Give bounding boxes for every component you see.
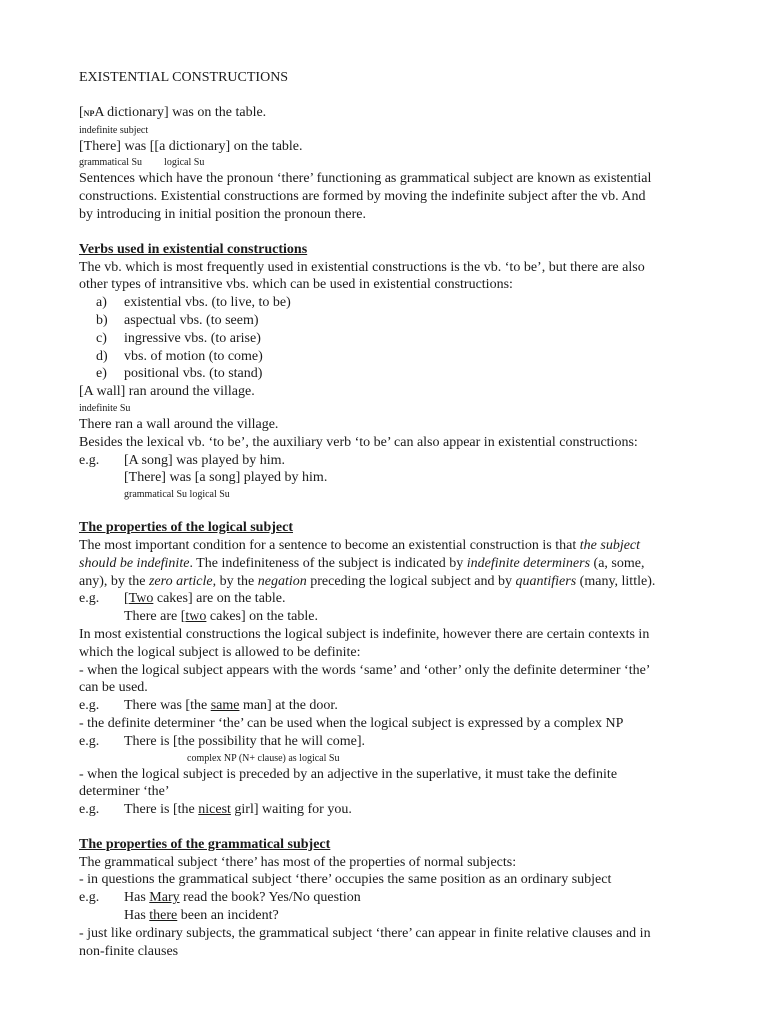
example-nicest-girl: e.g. There is [the nicest girl] waiting for you. bbox=[79, 802, 352, 818]
section-heading-grammatical-subject: The properties of the grammatical subject bbox=[79, 836, 331, 852]
list-item: e) positional vbs. (to stand) bbox=[96, 366, 263, 382]
paragraph-line: - when the logical subject is preceded by an adjective in the superlative, it must take the definite bbox=[79, 766, 618, 782]
intro-line-1: Sentences which have the pronoun ‘there’ functioning as grammatical subject are known as existential bbox=[79, 171, 652, 187]
example-possibility: e.g. There is [the possibility that he will come]. bbox=[79, 733, 366, 749]
paragraph-line: - when the logical subject appears with the words ‘same’ and ‘other’ only the definite determiner ‘the’ bbox=[79, 662, 651, 678]
example-there-two-cakes: There are [two cakes] on the table. bbox=[124, 609, 318, 625]
example-annotation: complex NP (N+ clause) as logical Su bbox=[187, 752, 340, 764]
document-body bbox=[79, 69, 701, 960]
example-wall: [A wall] ran around the village. bbox=[79, 384, 255, 400]
np-subscript: NP bbox=[83, 108, 95, 118]
example-there-dictionary: [There] was [[a dictionary] on the table. bbox=[79, 138, 303, 154]
example-same-man: e.g. There was [the same man] at the door. bbox=[79, 698, 338, 714]
section-heading-logical-subject: The properties of the logical subject bbox=[79, 520, 293, 536]
paragraph-line: determiner ‘the’ bbox=[79, 784, 170, 800]
list-item: a) existential vbs. (to live, to be) bbox=[96, 295, 291, 311]
example-annotation: grammatical Su logical Su bbox=[124, 489, 230, 501]
example-two-cakes: e.g. [Two cakes] are on the table. bbox=[79, 591, 286, 607]
paragraph-line: any), by the zero article, by the negation preceding the logical subject and by quantifiers (many, little). bbox=[79, 573, 656, 589]
paragraph-line: In most existential constructions the logical subject is indefinite, however there are certain contexts in bbox=[79, 626, 650, 642]
list-item: c) ingressive vbs. (to arise) bbox=[96, 330, 261, 346]
example-song: e.g. [A song] was played by him. bbox=[79, 452, 285, 468]
paragraph-line: which the logical subject is allowed to be definite: bbox=[79, 644, 361, 660]
paragraph-line: other types of intransitive vbs. which can be used in existential constructions: bbox=[79, 277, 513, 293]
paragraph-line: - in questions the grammatical subject ‘there’ occupies the same position as an ordinary subject bbox=[79, 872, 612, 888]
paragraph-line: The vb. which is most frequently used in existential constructions is the vb. ‘to be’, but there are also bbox=[79, 259, 645, 275]
list-item: b) aspectual vbs. (to seem) bbox=[96, 312, 259, 328]
example-mary: e.g. Has Mary read the book? Yes/No question bbox=[79, 890, 361, 906]
list-item: d) vbs. of motion (to come) bbox=[96, 348, 263, 364]
document-title: EXISTENTIAL CONSTRUCTIONS bbox=[79, 70, 289, 85]
example-there-incident: Has there been an incident? bbox=[124, 908, 279, 924]
paragraph-line: - just like ordinary subjects, the grammatical subject ‘there’ can appear in finite relative clauses and in bbox=[79, 925, 651, 941]
paragraph-line: The grammatical subject ‘there’ has most of the properties of normal subjects: bbox=[79, 854, 517, 870]
paragraph-line: The most important condition for a sentence to become an existential construction is that the subject bbox=[79, 537, 641, 553]
paragraph-line: should be indefinite. The indefiniteness of the subject is indicated by indefinite determiners (a, some, bbox=[79, 555, 645, 571]
example-dictionary: [NPA dictionary] was on the table. bbox=[79, 104, 267, 120]
paragraph-line: Besides the lexical vb. ‘to be’, the auxiliary verb ‘to be’ can also appear in existential constructions: bbox=[79, 434, 638, 450]
paragraph-line: non-finite clauses bbox=[79, 943, 179, 959]
example-annotation: indefinite Su bbox=[79, 402, 131, 414]
paragraph-line: can be used. bbox=[79, 680, 148, 696]
example-there-wall: There ran a wall around the village. bbox=[79, 416, 279, 432]
paragraph-line: - the definite determiner ‘the’ can be used when the logical subject is expressed by a complex NP bbox=[79, 715, 624, 731]
intro-line-2: constructions. Existential constructions are formed by moving the indefinite subject after the vb. And bbox=[79, 189, 646, 205]
section-heading-verbs: Verbs used in existential constructions bbox=[79, 241, 308, 257]
example-annotation: indefinite subject bbox=[79, 124, 149, 136]
example-there-song: [There] was [a song] played by him. bbox=[124, 470, 328, 486]
intro-line-3: by introducing in initial position the pronoun there. bbox=[79, 206, 366, 222]
example-annotation: grammatical Su logical Su bbox=[79, 157, 205, 169]
